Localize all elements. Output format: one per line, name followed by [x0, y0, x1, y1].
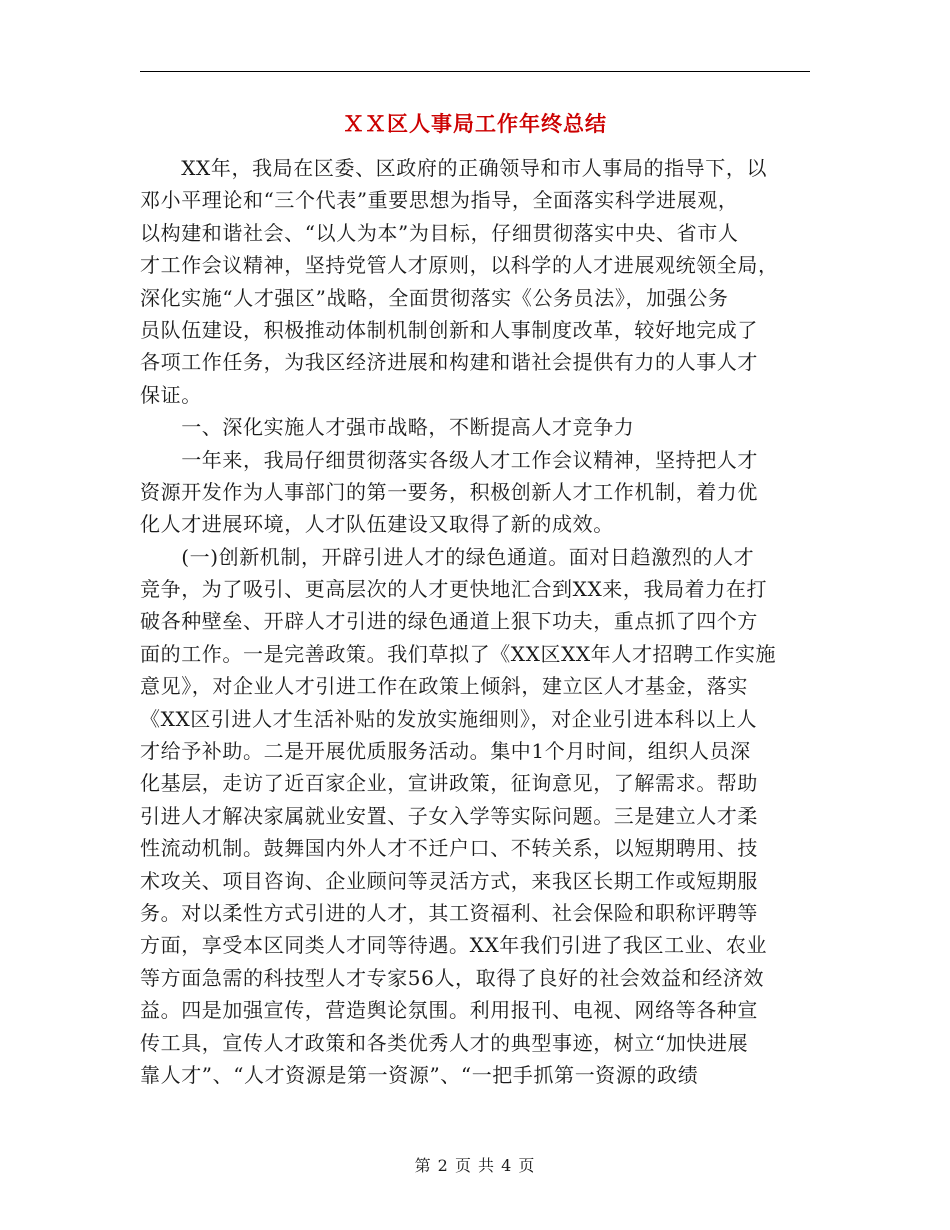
text-line: 破各种壁垒、开辟人才引进的绿色通道上狠下功夫，重点抓了四个方	[140, 609, 758, 634]
text-line: 意见》，对企业人才引进工作在政策上倾斜，建立区人才基金，落实	[140, 674, 748, 699]
text-line: 务。对以柔性方式引进的人才，其工资福利、社会保险和职称评聘等	[140, 900, 758, 925]
text-line: 化人才进展环境，人才队伍建设又取得了新的成效。	[140, 512, 614, 537]
text-line: 传工具，宣传人才政策和各类优秀人才的典型事迹，树立“加快进展	[140, 1030, 749, 1055]
text-line: 引进人才解决家属就业安置、子女入学等实际问题。三是建立人才柔	[140, 803, 758, 828]
text-line: 深化实施“人才强区”战略，全面贯彻落实《公务员法》，加强公务	[140, 285, 729, 310]
text-line: 资源开发作为人事部门的第一要务，积极创新人才工作机制，着力优	[140, 479, 758, 504]
text-line: 益。四是加强宣传，营造舆论氛围。利用报刊、电视、网络等各种宣	[140, 998, 758, 1023]
text-line: 才给予补助。二是开展优质服务活动。集中1个月时间，组织人员深	[140, 739, 751, 764]
text-line: XX年，我局在区委、区政府的正确领导和市人事局的指导下，以	[140, 156, 768, 180]
text-line: 靠人才”、“人才资源是第一资源”、“一把手抓第一资源的政绩	[140, 1062, 699, 1087]
text-line: 面的工作。一是完善政策。我们草拟了《XX区XX年人才招聘工作实施	[140, 641, 777, 666]
text-line: 各项工作任务，为我区经济进展和构建和谐社会提供有力的人事人才	[140, 350, 758, 375]
text-line: 方面，享受本区同类人才同等待遇。XX年我们引进了我区工业、农业	[140, 933, 768, 958]
text-line: 员队伍建设，积极推动体制机制创新和人事制度改革，较好地完成了	[140, 317, 758, 342]
text-line: 邓小平理论和“三个代表”重要思想为指导，全面落实科学进展观，	[140, 188, 739, 213]
text-line: 术攻关、项目咨询、企业顾问等灵活方式，来我区长期工作或短期服	[140, 868, 758, 893]
text-line: (一)创新机制，开辟引进人才的绿色通道。面对日趋激烈的人才	[140, 544, 755, 569]
text-line: 才工作会议精神，坚持党管人才原则，以科学的人才进展观统领全局，	[140, 253, 779, 278]
text-line: 一年来，我局仔细贯彻落实各级人才工作会议精神，坚持把人才	[140, 447, 758, 472]
document-title: ＸＸ区人事局工作年终总结	[343, 111, 607, 136]
page-footer: 第 2 页 共 4 页	[414, 1156, 536, 1175]
text-line: 性流动机制。鼓舞国内外人才不迁户口、不转关系，以短期聘用、技	[140, 836, 758, 861]
text-line: 竞争，为了吸引、更高层次的人才更快地汇合到XX来，我局着力在打	[140, 577, 768, 602]
text-line: 等方面急需的科技型人才专家56人，取得了良好的社会效益和经济效	[140, 965, 765, 990]
text-line: 化基层，走访了近百家企业，宣讲政策，征询意见，了解需求。帮助	[140, 771, 758, 796]
document-body	[140, 152, 812, 1091]
text-line: 《XX区引进人才生活补贴的发放实施细则》，对企业引进本科以上人	[140, 706, 758, 731]
text-line: 保证。	[140, 382, 202, 407]
text-line: 一、深化实施人才强市战略，不断提高人才竞争力	[140, 415, 635, 440]
header-rule	[140, 71, 810, 72]
text-line: 以构建和谐社会、“以人为本”为目标，仔细贯彻落实中央、省市人	[140, 220, 739, 245]
